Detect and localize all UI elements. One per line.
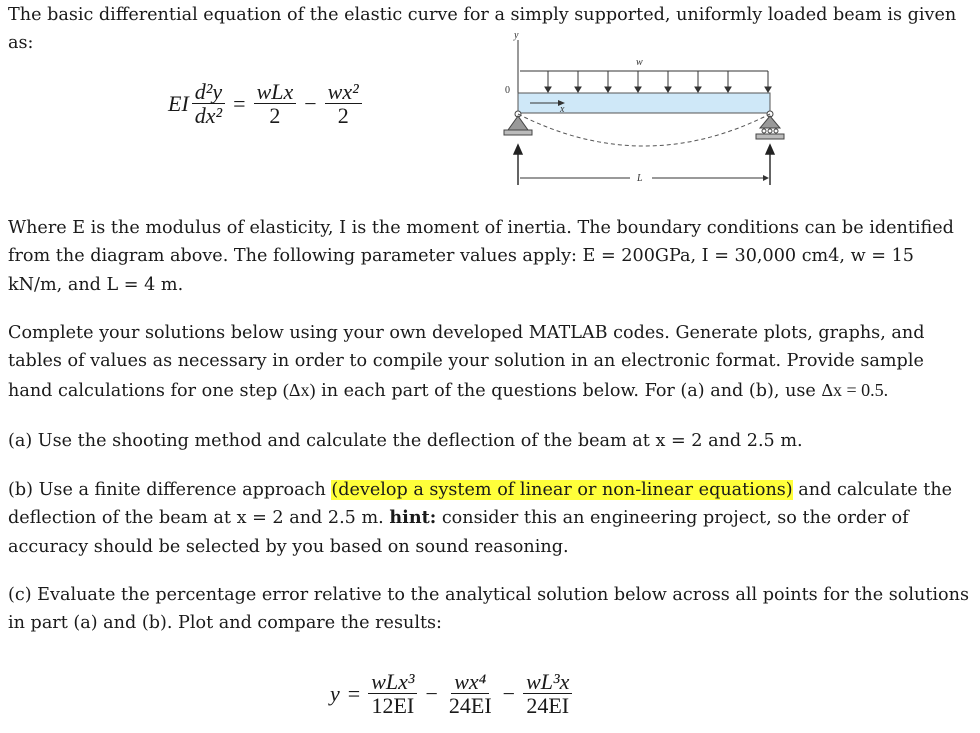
left-pin-support: [504, 111, 532, 135]
eq2-y: y: [330, 681, 340, 707]
eq2-term2-den: 24EI: [448, 693, 492, 719]
highlighted-text: (develop a system of linear or non-linear equations): [331, 480, 793, 500]
deflection-curve: [518, 114, 770, 146]
origin-label: 0: [505, 85, 510, 96]
eq1-term2: [325, 80, 362, 128]
instructions-text-2: in each part of the questions below. For (a) and (b), use: [315, 380, 822, 401]
eq1-term2-den: 2: [337, 103, 349, 129]
load-arrows: [545, 71, 771, 92]
l-label: L: [637, 173, 643, 184]
eq2-term2-num: wx⁴: [451, 670, 489, 694]
part-b-text: (b) Use a finite difference approach: [8, 480, 332, 500]
reaction-arrows: [514, 145, 774, 185]
instructions-paragraph: [8, 319, 970, 405]
w-label: w: [636, 57, 643, 68]
right-roller-support: [756, 111, 784, 139]
x-label: x: [560, 104, 565, 115]
part-a: (a) Use the shooting method and calculate the deflection of the beam at x = 2 and 2.5 m.: [8, 431, 803, 451]
eq1-term1-num: wLx: [254, 80, 297, 104]
intro-text: The basic differential equation of the elastic curve for a simply supported, uniformly loaded beam is given as:: [8, 5, 957, 54]
differential-equation: EI $\frac{\text{d²y}}{\text{dx²}}$ = $\frac{\text{wLx}}{2}$ − $\frac{\text{wx²}}{2}$: [168, 80, 362, 128]
eq1-derivative: [192, 80, 225, 128]
eq2-term3-num: wL³x: [523, 670, 572, 694]
dx-value: Δx = 0.5.: [821, 379, 889, 400]
beam-diagram: [490, 28, 790, 190]
eq2-term1-num: wLx³: [368, 670, 417, 694]
eq2-term3: [523, 670, 572, 718]
hint-text: consider this an engineering project, so the order of accuracy should be selected by you based on sound reasoning.: [8, 508, 909, 557]
eq1-derivative-num: d²y: [192, 80, 225, 104]
eq1-term2-num: wx²: [325, 80, 362, 104]
eq1-term1-den: 2: [269, 103, 281, 129]
instructions-text: Complete your solutions below using your own developed MATLAB codes. Generate plots, graphs, and tables of values as necessary in order to compile your solution in an electronic format. Provide sample hand calculations for one step: [8, 323, 925, 401]
eq2-term2: [446, 670, 495, 718]
hint-label: hint:: [389, 507, 437, 529]
eq2-term1: [368, 670, 417, 718]
part-b: [8, 476, 970, 561]
eq1-ei: EI: [168, 91, 189, 117]
eq1-derivative-den: dx²: [194, 103, 223, 129]
part-b-text-2: and calculate the deflection of the beam at x = 2 and 2.5 m.: [8, 480, 953, 529]
analytical-solution-equation: y = $\frac{\text{wLx³}}{12EI}$ − $\frac{\text{wx⁴}}{24EI}$ − $\frac{\text{wL³x}}{24EI}$: [330, 670, 572, 718]
eq1-term1: [254, 80, 297, 128]
parameters-paragraph: Where E is the modulus of elasticity, I is the moment of inertia. The boundary conditions can be identified from the diagram above. The following parameter values apply: E = 200GPa, I = 30,000 cm4, w = 15 kN/m, and L = 4 m.: [8, 218, 954, 295]
eq2-term1-den: 12EI: [371, 693, 415, 719]
y-label: y: [514, 30, 519, 41]
part-c: (c) Evaluate the percentage error relative to the analytical solution below across all points for the solutions in part (a) and (b). Plot and compare the results:: [8, 585, 969, 634]
eq2-term3-den: 24EI: [526, 693, 570, 719]
step-symbol: (Δx): [282, 379, 316, 400]
